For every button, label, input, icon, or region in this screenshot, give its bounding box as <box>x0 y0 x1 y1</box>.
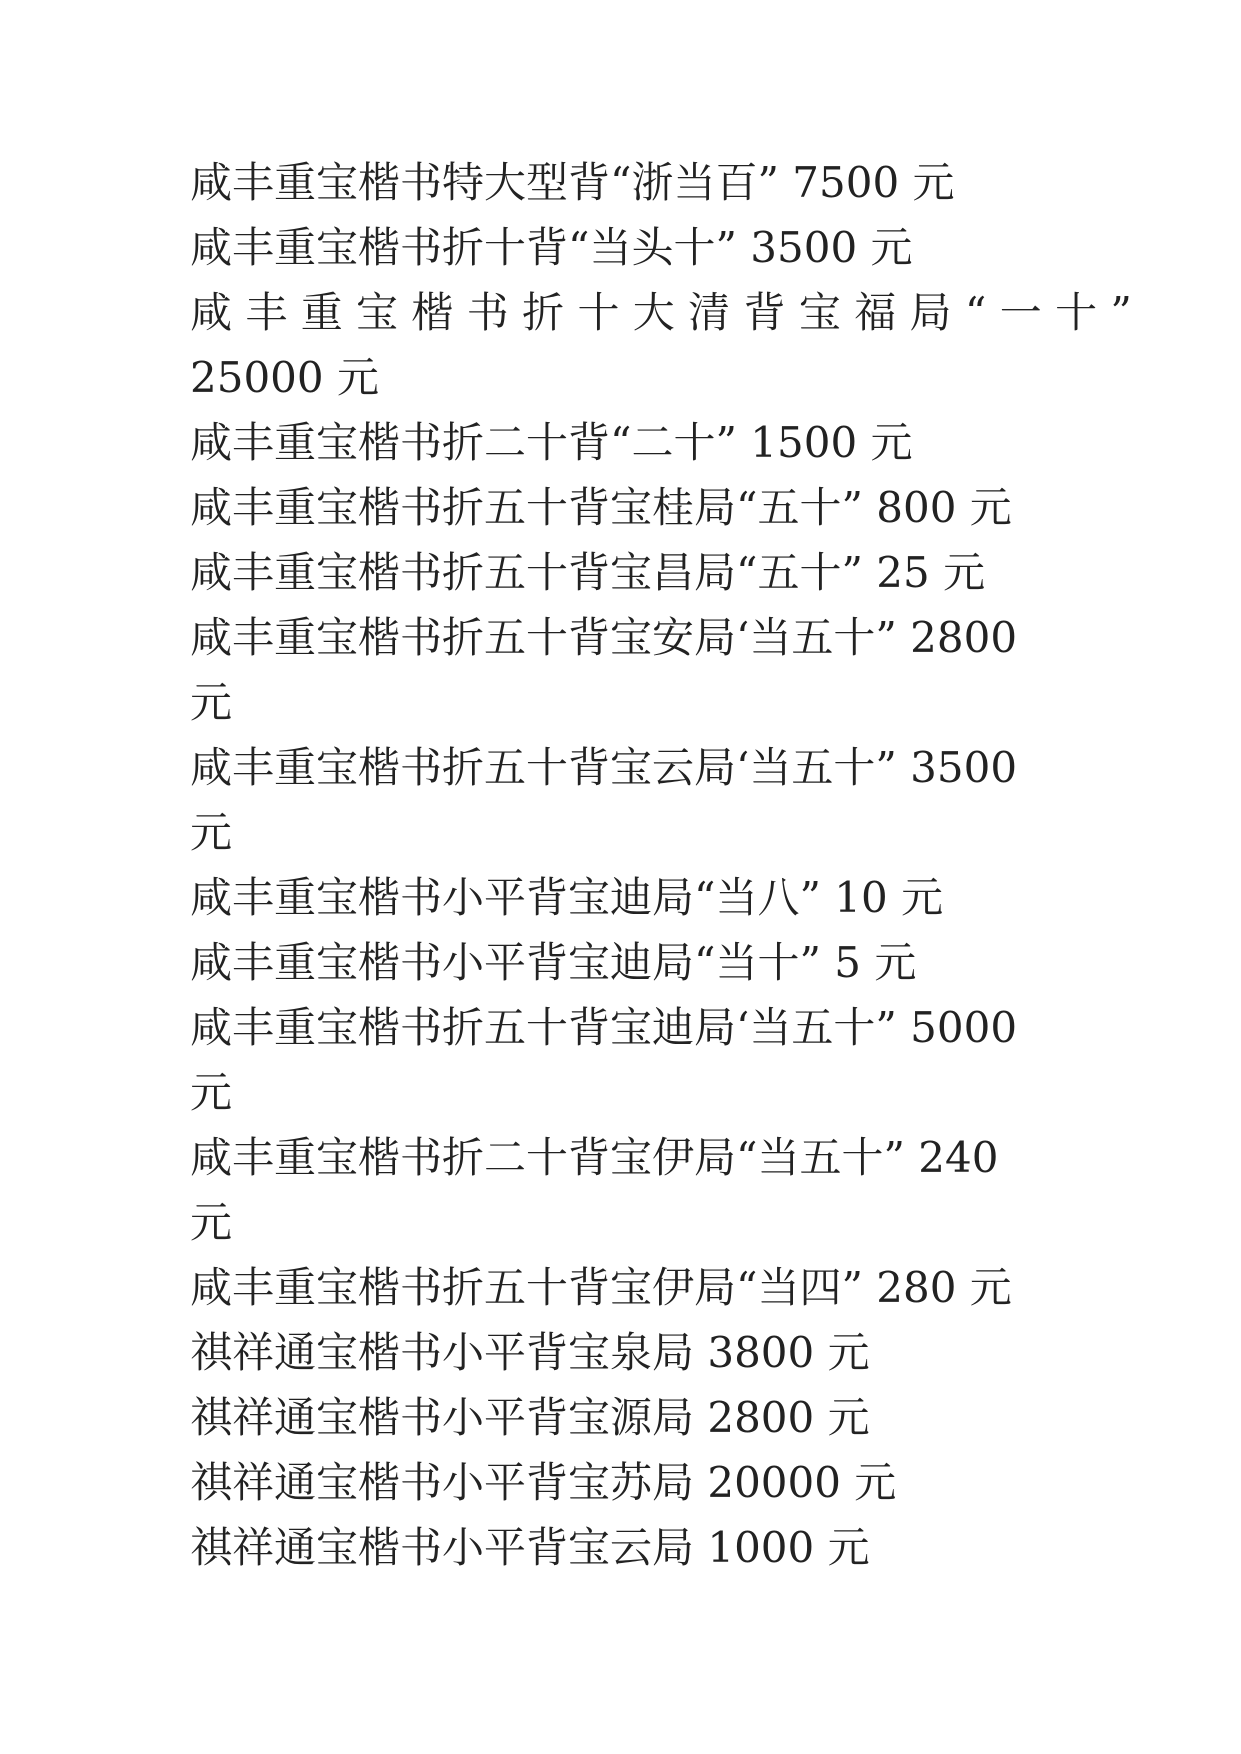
text-line: 元 <box>190 1198 233 1247</box>
text-line: 祺祥通宝楷书小平背宝源局 2800 元 <box>190 1393 870 1442</box>
text-line: 咸丰重宝楷书折五十背宝安局‘当五十” 2800 <box>190 613 1018 662</box>
text-line: 咸丰重宝楷书折五十背宝迪局‘当五十” 5000 <box>190 1003 1018 1052</box>
text-line: 咸 丰 重 宝 楷 书 折 十 大 清 背 宝 福 局 “ 一 十 ” <box>190 288 1132 337</box>
text-line: 咸丰重宝楷书折二十背宝伊局“当五十” 240 <box>190 1133 999 1182</box>
price-list <box>190 150 1132 1580</box>
text-line: 元 <box>190 808 233 857</box>
text-line: 咸丰重宝楷书小平背宝迪局“当十” 5 元 <box>190 938 917 987</box>
text-line: 咸丰重宝楷书特大型背“浙当百” 7500 元 <box>190 158 955 207</box>
text-line: 咸丰重宝楷书折五十背宝云局‘当五十” 3500 <box>190 743 1018 792</box>
text-line: 咸丰重宝楷书折五十背宝桂局“五十” 800 元 <box>190 483 1012 532</box>
text-line: 咸丰重宝楷书折五十背宝伊局“当四” 280 元 <box>190 1263 1012 1312</box>
text-line: 元 <box>190 1068 233 1117</box>
text-line: 祺祥通宝楷书小平背宝苏局 20000 元 <box>190 1458 897 1507</box>
text-line: 祺祥通宝楷书小平背宝泉局 3800 元 <box>190 1328 870 1377</box>
text-line: 咸丰重宝楷书折十背“当头十” 3500 元 <box>190 223 913 272</box>
text-line: 咸丰重宝楷书折二十背“二十” 1500 元 <box>190 418 913 467</box>
text-line: 咸丰重宝楷书折五十背宝昌局“五十” 25 元 <box>190 548 986 597</box>
text-line: 元 <box>190 678 233 727</box>
text-line: 25000 元 <box>190 353 379 402</box>
text-line: 咸丰重宝楷书小平背宝迪局“当八” 10 元 <box>190 873 944 922</box>
text-line: 祺祥通宝楷书小平背宝云局 1000 元 <box>190 1523 870 1572</box>
